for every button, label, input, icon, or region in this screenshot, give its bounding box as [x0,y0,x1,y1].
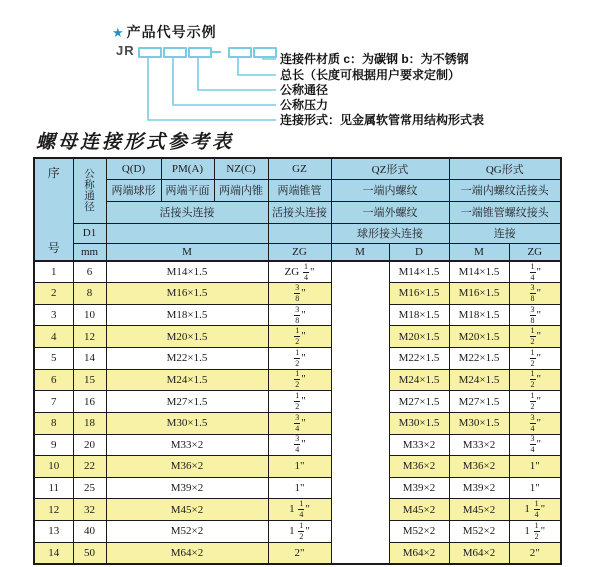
table-body [34,261,561,564]
row-qz-d-cell: M36×2 [389,456,449,478]
row-dn-cell: 10 [73,304,106,326]
row-seq-cell: 14 [34,542,73,564]
row-m-thread-cell: M14×1.5 [106,261,268,283]
col-nz-code: NZ(C) [214,158,268,179]
table-row [34,434,561,456]
code-box [253,47,277,58]
row-qg-m-cell: M14×1.5 [449,261,509,283]
row-qg-m-cell: M36×2 [449,456,509,478]
row-qg-m-cell: M39×2 [449,477,509,499]
row-dn-cell: 15 [73,369,106,391]
row-dn-cell: 12 [73,326,106,348]
empty-header-cell [268,223,331,243]
nut-connection-table [33,157,562,565]
row-qg-zg-cell: 2" [509,542,561,564]
fraction: $\frac{1}{2}$ [530,391,535,412]
fraction: $\frac{1}{4}$ [534,499,539,520]
row-qg-m-cell: M30×1.5 [449,412,509,434]
table-row [34,456,561,478]
row-qg-zg-cell: $\frac{1}{2}$ " [509,348,561,370]
row-qg-zg-cell: 1" [509,456,561,478]
row-qz-d-cell: M22×1.5 [389,348,449,370]
code-box [188,47,212,58]
qz-m-header: M [331,243,389,261]
row-m-thread-cell: M22×1.5 [106,348,268,370]
fraction: $\frac{1}{2}$ [295,369,300,390]
qg-desc3: 连接 [449,223,561,243]
col-q-code: Q(D) [106,158,161,179]
row-zg-thread-cell: $\frac{1}{2}$ " [268,369,331,391]
row-zg-thread-cell: 2" [268,542,331,564]
row-qg-zg-cell: $\frac{3}{8}$ " [509,304,561,326]
row-qz-d-cell: M27×1.5 [389,391,449,413]
table-row [34,283,561,305]
col-pm-code: PM(A) [161,158,214,179]
code-label-length: 总长（长度可根据用户要求定制） [280,68,461,82]
dn-header: 公 称 通 径 [73,158,106,223]
qg-m-header: M [449,243,509,261]
qg-desc1: 一端内螺纹活接头 [449,179,561,201]
row-qg-zg-cell: 1 $\frac{1}{4}$ " [509,499,561,521]
table-row [34,326,561,348]
table-row [34,391,561,413]
qz-desc2: 一端外螺纹 [331,201,449,223]
pm-desc: 两端平面 [161,179,214,201]
row-qg-zg-cell: $\frac{3}{4}$ " [509,412,561,434]
row-zg-thread-cell: $\frac{1}{2}$ " [268,326,331,348]
fraction: $\frac{3}{4}$ [530,412,535,433]
row-dn-cell: 14 [73,348,106,370]
row-qz-d-cell: M64×2 [389,542,449,564]
row-zg-thread-cell: $\frac{3}{4}$ " [268,412,331,434]
row-m-thread-cell: M27×1.5 [106,391,268,413]
row-qz-d-cell: M33×2 [389,434,449,456]
row-qg-zg-cell: $\frac{1}{2}$ " [509,391,561,413]
row-qz-d-cell: M16×1.5 [389,283,449,305]
fraction: $\frac{1}{2}$ [530,326,535,347]
row-qz-d-cell: M18×1.5 [389,304,449,326]
row-seq-cell: 10 [34,456,73,478]
unit-header: mm [73,243,106,261]
code-box [138,47,162,58]
union-connection-gz-label: 活接头连接 [268,201,331,223]
fraction: $\frac{1}{4}$ [530,261,535,282]
row-seq-cell: 2 [34,283,73,305]
row-qg-m-cell: M45×2 [449,499,509,521]
row-qz-d-cell: M30×1.5 [389,412,449,434]
table-row [34,521,561,543]
fraction: $\frac{3}{8}$ [295,304,300,325]
row-qg-zg-cell: $\frac{1}{2}$ " [509,326,561,348]
row-m-thread-cell: M30×1.5 [106,412,268,434]
code-box [228,47,252,58]
row-qg-m-cell: M27×1.5 [449,391,509,413]
fraction: $\frac{1}{2}$ [295,347,300,368]
row-zg-thread-cell: 1 $\frac{1}{4}$ " [268,499,331,521]
fraction: $\frac{1}{2}$ [299,520,304,541]
code-label-material: 连接件材质 c：为碳钢 b：为不锈钢 [280,52,469,66]
row-m-thread-cell: M45×2 [106,499,268,521]
qz-desc3: 球形接头连接 [331,223,449,243]
table-row [34,412,561,434]
row-m-thread-cell: M24×1.5 [106,369,268,391]
row-seq-cell: 8 [34,412,73,434]
row-qg-zg-cell: 1" [509,477,561,499]
qz-desc1: 一端内螺纹 [331,179,449,201]
row-seq-cell: 11 [34,477,73,499]
code-label-pressure: 公称压力 [280,98,329,112]
row-zg-thread-cell: 1" [268,477,331,499]
row-dn-cell: 18 [73,412,106,434]
d1-header: D1 [73,223,106,243]
table-row [34,348,561,370]
row-m-thread-cell: M20×1.5 [106,326,268,348]
table-row [34,369,561,391]
fraction: $\frac{1}{2}$ [295,391,300,412]
row-qg-m-cell: M52×2 [449,521,509,543]
fraction: $\frac{3}{4}$ [295,412,300,433]
qg-zg-header: ZG [509,243,561,261]
row-m-thread-cell: M52×2 [106,521,268,543]
row-m-thread-cell: M16×1.5 [106,283,268,305]
row-zg-thread-cell: 1" [268,456,331,478]
empty-header-cell [106,223,268,243]
q-desc: 两端球形 [106,179,161,201]
fraction: $\frac{3}{8}$ [530,282,535,303]
row-zg-thread-cell: $\frac{1}{2}$ " [268,348,331,370]
row-seq-cell: 9 [34,434,73,456]
qz-d-header: D [389,243,449,261]
code-box [163,47,187,58]
row-qg-zg-cell: 1 $\frac{1}{2}$ " [509,521,561,543]
table-row [34,542,561,564]
row-qg-m-cell: M64×2 [449,542,509,564]
row-dn-cell: 50 [73,542,106,564]
row-seq-cell: 1 [34,261,73,283]
row-dn-cell: 22 [73,456,106,478]
row-dn-cell: 16 [73,391,106,413]
diagram-heading-text: 产品代号示例 [126,24,217,40]
row-qg-m-cell: M22×1.5 [449,348,509,370]
row-zg-thread-cell: ZG $\frac{1}{4}$ " [268,261,331,283]
row-seq-cell: 6 [34,369,73,391]
row-seq-cell: 5 [34,348,73,370]
fraction: $\frac{1}{2}$ [530,347,535,368]
row-qg-zg-cell: $\frac{1}{4}$ " [509,261,561,283]
row-zg-thread-cell: 1 $\frac{1}{2}$ " [268,521,331,543]
row-seq-cell: 4 [34,326,73,348]
row-qz-d-cell: M39×2 [389,477,449,499]
row-zg-thread-cell: $\frac{1}{2}$ " [268,391,331,413]
row-dn-cell: 25 [73,477,106,499]
row-seq-cell: 3 [34,304,73,326]
seq-header: 序 号 [34,158,73,261]
fraction: $\frac{1}{2}$ [534,520,539,541]
fraction: $\frac{3}{8}$ [530,304,535,325]
row-m-thread-cell: M36×2 [106,456,268,478]
table-row [34,261,561,283]
fraction: $\frac{1}{4}$ [303,261,308,282]
row-qz-d-cell: M24×1.5 [389,369,449,391]
row-qg-m-cell: M16×1.5 [449,283,509,305]
row-qz-d-cell: M52×2 [389,521,449,543]
star-icon: ★ [112,25,125,40]
qz-m-empty-cell [331,261,389,564]
col-qg-code: QG形式 [449,158,561,179]
row-qz-d-cell: M14×1.5 [389,261,449,283]
row-m-thread-cell: M39×2 [106,477,268,499]
row-qz-d-cell: M45×2 [389,499,449,521]
row-m-thread-cell: M18×1.5 [106,304,268,326]
row-zg-thread-cell: $\frac{3}{8}$ " [268,283,331,305]
col-gz-code: GZ [268,158,331,179]
row-dn-cell: 6 [73,261,106,283]
fraction: $\frac{3}{4}$ [295,434,300,455]
row-qg-zg-cell: $\frac{3}{4}$ " [509,434,561,456]
code-label-form: 连接形式：见金属软管常用结构形式表 [280,113,485,127]
table-row [34,499,561,521]
row-qg-m-cell: M18×1.5 [449,304,509,326]
row-seq-cell: 7 [34,391,73,413]
row-m-thread-cell: M64×2 [106,542,268,564]
row-m-thread-cell: M33×2 [106,434,268,456]
row-qg-zg-cell: $\frac{1}{2}$ " [509,369,561,391]
row-qg-m-cell: M33×2 [449,434,509,456]
table-title: 螺母连接形式参考表 [36,132,235,153]
row-qz-d-cell: M20×1.5 [389,326,449,348]
fraction: $\frac{1}{4}$ [299,499,304,520]
dash-separator [211,51,221,53]
row-dn-cell: 20 [73,434,106,456]
fraction: $\frac{3}{4}$ [530,434,535,455]
fraction: $\frac{1}{2}$ [295,326,300,347]
table-row [34,477,561,499]
zg-thread-header: ZG [268,243,331,261]
code-label-diameter: 公称通径 [280,83,329,97]
row-seq-cell: 13 [34,521,73,543]
row-qg-m-cell: M24×1.5 [449,369,509,391]
table-row [34,304,561,326]
row-zg-thread-cell: $\frac{3}{4}$ " [268,434,331,456]
row-dn-cell: 40 [73,521,106,543]
m-thread-header: M [106,243,268,261]
code-prefix: JR [116,43,135,58]
product-code-diagram [0,0,600,126]
fraction: $\frac{3}{8}$ [295,282,300,303]
union-connection-label: 活接头连接 [106,201,268,223]
nz-desc: 两端内锥 [214,179,268,201]
row-qg-m-cell: M20×1.5 [449,326,509,348]
row-qg-zg-cell: $\frac{3}{8}$ " [509,283,561,305]
qg-desc2: 一端锥管螺纹接头 [449,201,561,223]
row-zg-thread-cell: $\frac{3}{8}$ " [268,304,331,326]
row-dn-cell: 8 [73,283,106,305]
table-header [34,158,561,261]
row-seq-cell: 12 [34,499,73,521]
row-dn-cell: 32 [73,499,106,521]
col-qz-code: QZ形式 [331,158,449,179]
fraction: $\frac{1}{2}$ [530,369,535,390]
diagram-heading [112,22,217,42]
gz-desc: 两端锥管 [268,179,331,201]
